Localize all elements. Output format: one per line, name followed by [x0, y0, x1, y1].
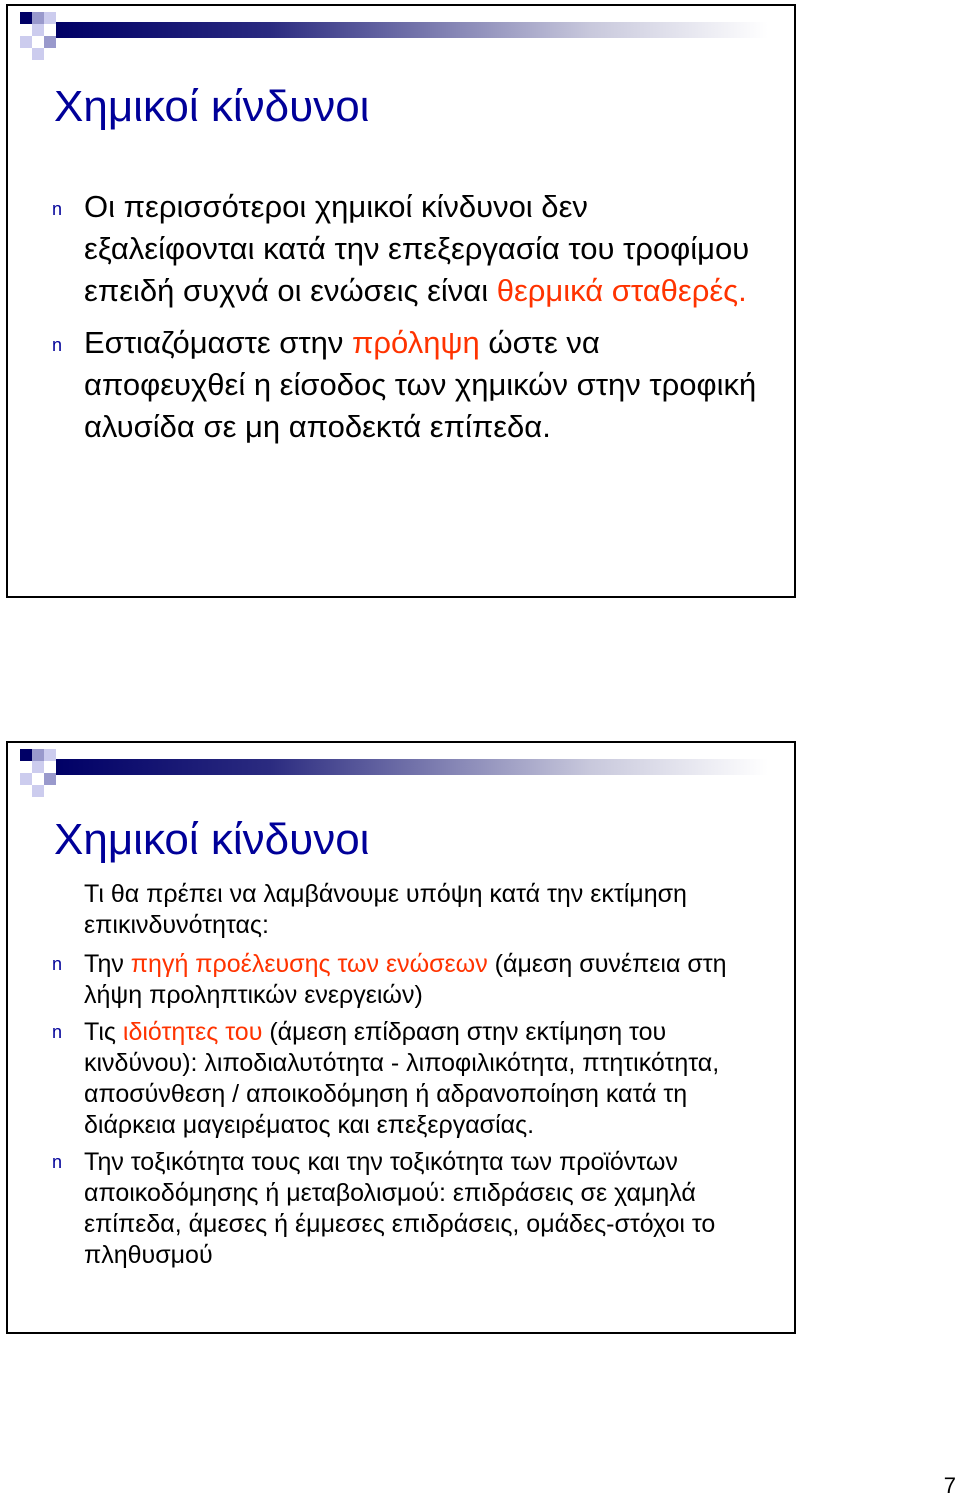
bullet-text: Την τοξικότητα τους και την τοξικότητα των προϊόντων αποικοδόμησης ή μεταβολισμού: επιδράσεις σε χαμηλά επίπεδα, άμεσες ή έμμεσες επιδράσεις, ομάδες-στόχοι το πληθυσμού	[84, 1148, 716, 1269]
slide-2	[6, 741, 796, 1334]
bullet-marker: n	[52, 335, 63, 355]
page-number: 7	[943, 1473, 956, 1498]
bullet-marker: n	[52, 1152, 63, 1172]
slide-title: Χημικοί κίνδυνοι	[54, 82, 370, 131]
slide-1	[6, 4, 796, 598]
bullet-item	[52, 322, 766, 448]
slide-header-decoration	[8, 743, 796, 803]
bullet-item	[52, 949, 766, 1011]
bullet-text: ώστε να αποφευχθεί η είσοδος των χημικών στην τροφική αλυσίδα σε μη αποδεκτά επίπεδα.	[84, 325, 757, 444]
bullet-item	[52, 186, 766, 312]
bullet-item	[52, 1147, 766, 1271]
slide-title: Χημικοί κίνδυνοι	[54, 815, 370, 864]
intro-text: Τι θα πρέπει να λαμβάνουμε υπόψη κατά την εκτίμηση επικινδυνότητας:	[84, 880, 687, 939]
bullet-marker: n	[52, 954, 63, 974]
bullet-text: Εστιαζόμαστε στην	[84, 325, 353, 360]
highlight-text: πρόληψη	[352, 325, 480, 360]
highlight-text: πηγή προέλευσης των ενώσεων	[130, 950, 488, 978]
highlight-text: θερμικά σταθερές.	[496, 273, 747, 308]
bullet-marker: n	[52, 199, 63, 219]
bullet-text: Την	[84, 950, 131, 978]
bullet-marker: n	[52, 1022, 63, 1042]
bullet-text: (άμεση επίδραση στην εκτίμηση του κινδύνου): λιποδιαλυτότητα - λιποφιλικότητα, πτητικότητα, αποσύνθεση / αποικοδόμηση ή αδρανοποίηση κατά τη διάρκεια μαγειρέματος και επεξεργασίας.	[84, 1018, 720, 1139]
bullet-text: Τις	[84, 1018, 123, 1046]
bullet-text: (άμεση συνέπεια στη λήψη προληπτικών ενεργειών)	[84, 950, 727, 1009]
highlight-text: ιδιότητες του	[122, 1018, 263, 1046]
slide-header-decoration	[8, 6, 796, 66]
slide-bullet-list	[52, 879, 766, 1271]
bullet-text: Οι περισσότεροι χημικοί κίνδυνοι δεν εξαλείφονται κατά την επεξεργασία του τροφίμου επειδή συχνά οι ενώσεις είναι	[84, 189, 750, 308]
bullet-item	[52, 1017, 766, 1141]
slide-bullet-list	[52, 186, 766, 448]
